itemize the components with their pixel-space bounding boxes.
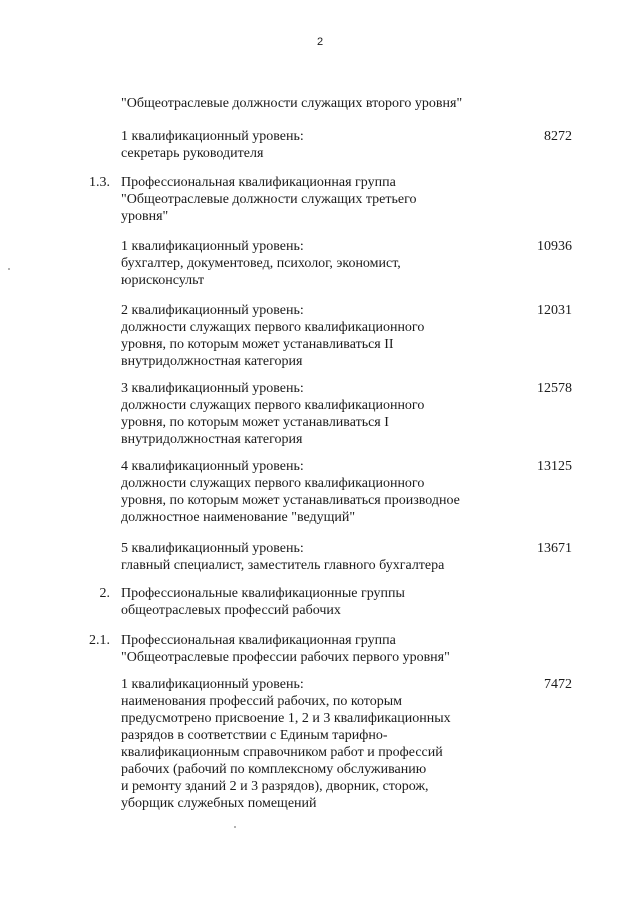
entry-text [121,632,521,666]
entry-number: 1.3. [89,175,110,190]
entry-text-line: должности служащих первого квалификационного [121,476,425,491]
entry-text-line: должности служащих первого квалификационного [121,398,425,413]
entry-text [121,585,521,619]
entry-text-line: "Общеотраслевые профессии рабочих первого уровня" [121,650,450,665]
entry-text [121,95,521,112]
entry-text-line: секретарь руководителя [121,146,264,161]
entry-text-line: квалификационным справочником работ и профессий [121,745,443,760]
entry-text-line: 2 квалификационный уровень: [121,303,304,318]
entry-salary-value: 8272 [544,129,572,144]
scan-speck [234,826,236,828]
entry-salary-value: 12578 [537,381,572,396]
entry-text [121,238,521,289]
entry-text [121,380,521,448]
entry-text-line: предусмотрено присвоение 1, 2 и 3 квалификационных [121,711,451,726]
entry-text-line: уровня, по которым может устанавливаться производное [121,493,460,508]
entry-text-line: внутридолжностная категория [121,354,303,369]
entry-salary-value: 13125 [537,459,572,474]
entry-text [121,540,521,574]
entry-text-line: 1 квалификационный уровень: [121,129,304,144]
entry-text-line: рабочих (рабочий по комплексному обслуживанию [121,762,427,777]
entry-text-line: "Общеотраслевые должности служащих третьего [121,192,417,207]
entry-salary-value: 10936 [537,239,572,254]
entry-text-line: уровня" [121,209,169,224]
entry-text-line: общеотраслевых профессий рабочих [121,603,341,618]
page-number: 2 [316,36,324,48]
entry-text-line: Профессиональные квалификационные группы [121,586,405,601]
entry-text-line: Профессиональная квалификационная группа [121,633,396,648]
entry-text-line: юрисконсульт [121,273,205,288]
entry-number: 2. [99,586,110,601]
entry-number: 2.1. [89,633,110,648]
entry-text-line: уборщик служебных помещений [121,796,317,811]
entry-text-line: Профессиональная квалификационная группа [121,175,396,190]
entry-text-line: 3 квалификационный уровень: [121,381,304,396]
entry-text-line: уровня, по которым может устанавливаться II [121,337,394,352]
entry-text [121,302,521,370]
entry-salary-value: 13671 [537,541,572,556]
entry-text-line: уровня, по которым может устанавливаться I [121,415,389,430]
entry-text-line: 5 квалификационный уровень: [121,541,304,556]
entry-salary-value: 7472 [544,677,572,692]
entry-text [121,458,521,526]
entry-salary-value: 12031 [537,303,572,318]
entry-text-line: и ремонту зданий 2 и 3 разрядов), дворник, сторож, [121,779,429,794]
entry-text [121,676,521,812]
entry-text-line: наименования профессий рабочих, по которым [121,694,402,709]
entry-text-line: бухгалтер, документовед, психолог, экономист, [121,256,401,271]
entry-text-line: должности служащих первого квалификационного [121,320,425,335]
entry-text-line: должностное наименование "ведущий" [121,510,356,525]
entry-text [121,128,521,162]
entry-text-line: 4 квалификационный уровень: [121,459,304,474]
entry-text-line: 1 квалификационный уровень: [121,677,304,692]
entry-text-line: главный специалист, заместитель главного бухгалтера [121,558,445,573]
entry-text-line: внутридолжностная категория [121,432,303,447]
entry-text-line: разрядов в соответствии с Единым тарифно- [121,728,388,743]
scan-speck [8,268,10,270]
entry-text [121,174,521,225]
entry-text-line: 1 квалификационный уровень: [121,239,304,254]
entry-text-line: "Общеотраслевые должности служащих второго уровня" [121,96,463,111]
